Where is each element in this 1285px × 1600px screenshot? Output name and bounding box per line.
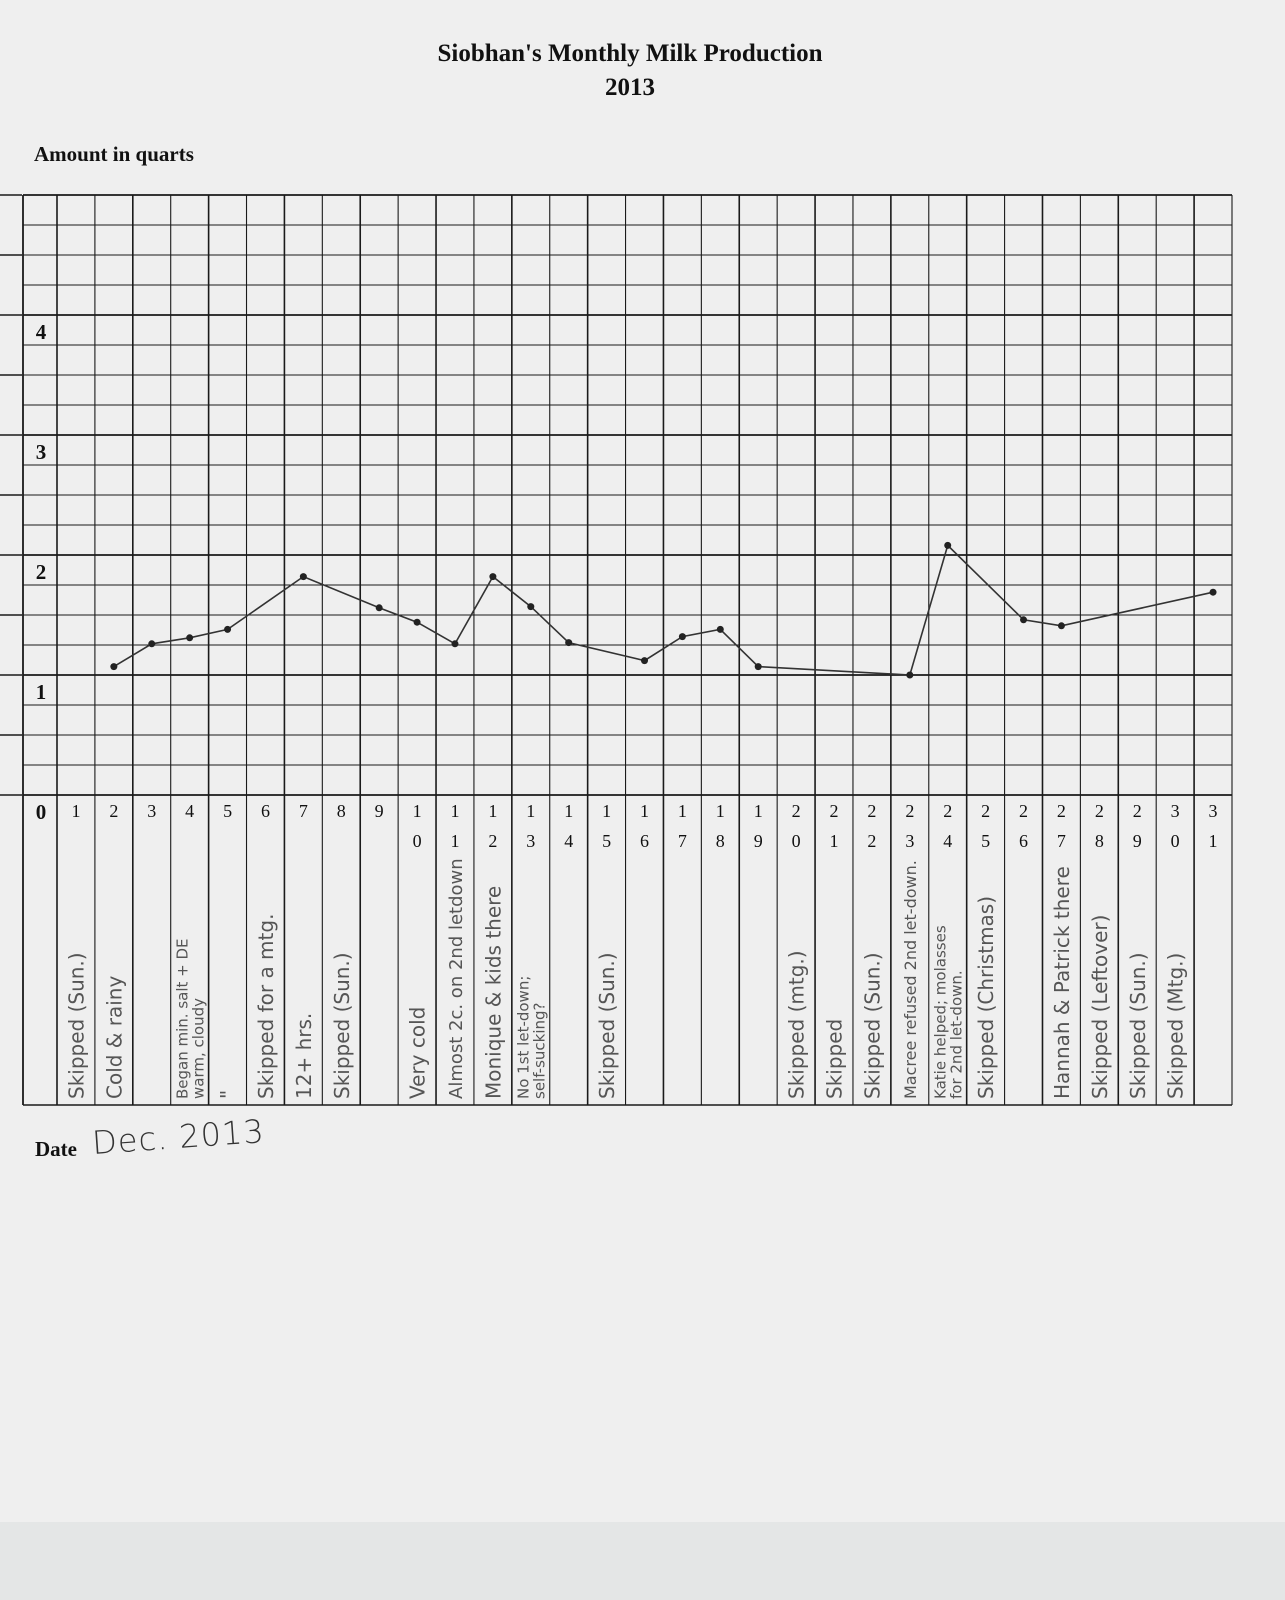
- date-value: Dec. 2013: [90, 1112, 266, 1162]
- x-tick-label: 2: [488, 831, 498, 851]
- x-tick-label: 3: [905, 831, 915, 851]
- x-tick-label: 4: [943, 831, 953, 851]
- day-note: self-sucking?: [530, 1002, 549, 1099]
- x-tick-label: 6: [640, 831, 649, 851]
- x-tick-label: 1: [488, 801, 498, 821]
- x-tick-label: 3: [1170, 801, 1180, 821]
- x-tick-label: 1: [1208, 831, 1218, 851]
- y-axis-label: Amount in quarts: [34, 142, 194, 166]
- day-note: Skipped (Sun.): [1125, 952, 1150, 1099]
- day-note: Skipped (Leftover): [1087, 914, 1112, 1099]
- x-tick-label: 2: [109, 801, 119, 821]
- data-point: [641, 657, 648, 664]
- day-note: Skipped: [822, 1018, 847, 1099]
- x-tick-label: 0: [412, 831, 422, 851]
- data-point: [1210, 589, 1217, 596]
- x-tick-label: 4: [564, 831, 574, 851]
- day-note: Skipped (Sun.): [860, 952, 885, 1099]
- day-note: Monique & kids there: [481, 885, 506, 1099]
- day-note: Began min. salt + DE: [173, 938, 192, 1099]
- day-note: Skipped (Mtg.): [1163, 952, 1188, 1099]
- data-point: [300, 573, 307, 580]
- x-tick-label: 2: [867, 801, 877, 821]
- x-tick-label: 7: [1056, 831, 1066, 851]
- x-tick-label: 2: [829, 801, 839, 821]
- y-tick-label: 3: [35, 440, 47, 464]
- x-tick-label: 5: [981, 831, 991, 851]
- data-point: [755, 663, 762, 670]
- data-point: [1058, 622, 1065, 629]
- x-tick-label: 5: [223, 801, 233, 821]
- day-note: Very cold: [405, 1006, 430, 1099]
- x-tick-label: 8: [715, 831, 725, 851]
- y-tick-label: 2: [35, 560, 47, 584]
- y-tick-label: 1: [35, 680, 47, 704]
- day-note: 12+ hrs.: [291, 1012, 316, 1099]
- day-note: Skipped (mtg.): [784, 950, 809, 1099]
- x-tick-label: 2: [981, 801, 991, 821]
- day-note: Skipped (Sun.): [64, 952, 89, 1099]
- data-point: [186, 634, 193, 641]
- x-tick-label: 1: [412, 801, 422, 821]
- x-tick-label: 2: [1094, 801, 1104, 821]
- x-tick-label: 7: [677, 831, 687, 851]
- data-point: [906, 672, 913, 679]
- x-tick-label: 1: [753, 801, 763, 821]
- x-tick-label: 2: [1019, 801, 1029, 821]
- day-note: Hannah & Patrick there: [1050, 866, 1075, 1099]
- y-tick-label: 4: [35, 320, 47, 344]
- x-tick-label: 2: [905, 801, 915, 821]
- data-point: [110, 663, 117, 670]
- day-note: ": [216, 1089, 241, 1099]
- x-tick-label: 1: [450, 831, 460, 851]
- x-tick-label: 2: [791, 801, 801, 821]
- x-tick-label: 7: [298, 801, 308, 821]
- data-point: [944, 542, 951, 549]
- day-note: Macree refused 2nd let-down.: [900, 860, 920, 1099]
- x-tick-label: 6: [1019, 831, 1029, 851]
- x-tick-label: 1: [715, 801, 725, 821]
- x-tick-label: 2: [1056, 801, 1066, 821]
- x-tick-label: 3: [526, 831, 536, 851]
- y-tick-label: 0: [35, 800, 47, 824]
- x-tick-label: 6: [260, 801, 270, 821]
- data-point: [717, 626, 724, 633]
- x-tick-label: 8: [1094, 831, 1104, 851]
- day-note: Katie helped; molasses: [931, 925, 950, 1099]
- day-note: Almost 2c. on 2nd letdown: [445, 858, 467, 1099]
- x-tick-label: 0: [791, 831, 801, 851]
- x-tick-label: 8: [336, 801, 346, 821]
- x-axis-label: Date: [35, 1137, 77, 1161]
- x-tick-label: 3: [1208, 801, 1218, 821]
- data-point: [148, 640, 155, 647]
- data-point: [451, 640, 458, 647]
- x-tick-label: 9: [374, 801, 384, 821]
- data-point: [414, 619, 421, 626]
- chart-title: Siobhan's Monthly Milk Production: [437, 40, 823, 67]
- x-tick-label: 2: [1132, 801, 1142, 821]
- x-tick-label: 1: [677, 801, 687, 821]
- data-point: [1020, 616, 1027, 623]
- day-note: Cold & rainy: [102, 975, 127, 1099]
- x-tick-label: 2: [867, 831, 877, 851]
- x-tick-label: 5: [602, 831, 612, 851]
- data-point: [679, 633, 686, 640]
- x-tick-label: 0: [1170, 831, 1180, 851]
- x-tick-label: 1: [829, 831, 839, 851]
- x-tick-label: 1: [640, 801, 649, 821]
- data-point: [376, 604, 383, 611]
- day-note: Skipped (Sun.): [595, 952, 620, 1099]
- x-tick-label: 2: [943, 801, 953, 821]
- x-tick-label: 9: [1132, 831, 1142, 851]
- x-tick-label: 1: [564, 801, 574, 821]
- day-note: warm, cloudy: [189, 997, 208, 1099]
- x-tick-label: 1: [71, 801, 81, 821]
- data-point: [527, 603, 534, 610]
- x-tick-label: 1: [602, 801, 612, 821]
- day-note: Skipped (Christmas): [974, 895, 999, 1099]
- day-note: Skipped for a mtg.: [254, 913, 279, 1099]
- day-note: No 1st let-down;: [514, 975, 533, 1099]
- x-tick-label: 4: [185, 801, 195, 821]
- chart-subtitle: 2013: [605, 74, 655, 101]
- x-tick-label: 3: [147, 801, 157, 821]
- x-tick-label: 1: [450, 801, 460, 821]
- data-point: [489, 573, 496, 580]
- x-tick-label: 9: [753, 831, 763, 851]
- day-note: for 2nd let-down.: [947, 970, 966, 1099]
- day-note: Skipped (Sun.): [329, 952, 354, 1099]
- x-tick-label: 1: [526, 801, 536, 821]
- data-point: [224, 626, 231, 633]
- data-point: [565, 639, 572, 646]
